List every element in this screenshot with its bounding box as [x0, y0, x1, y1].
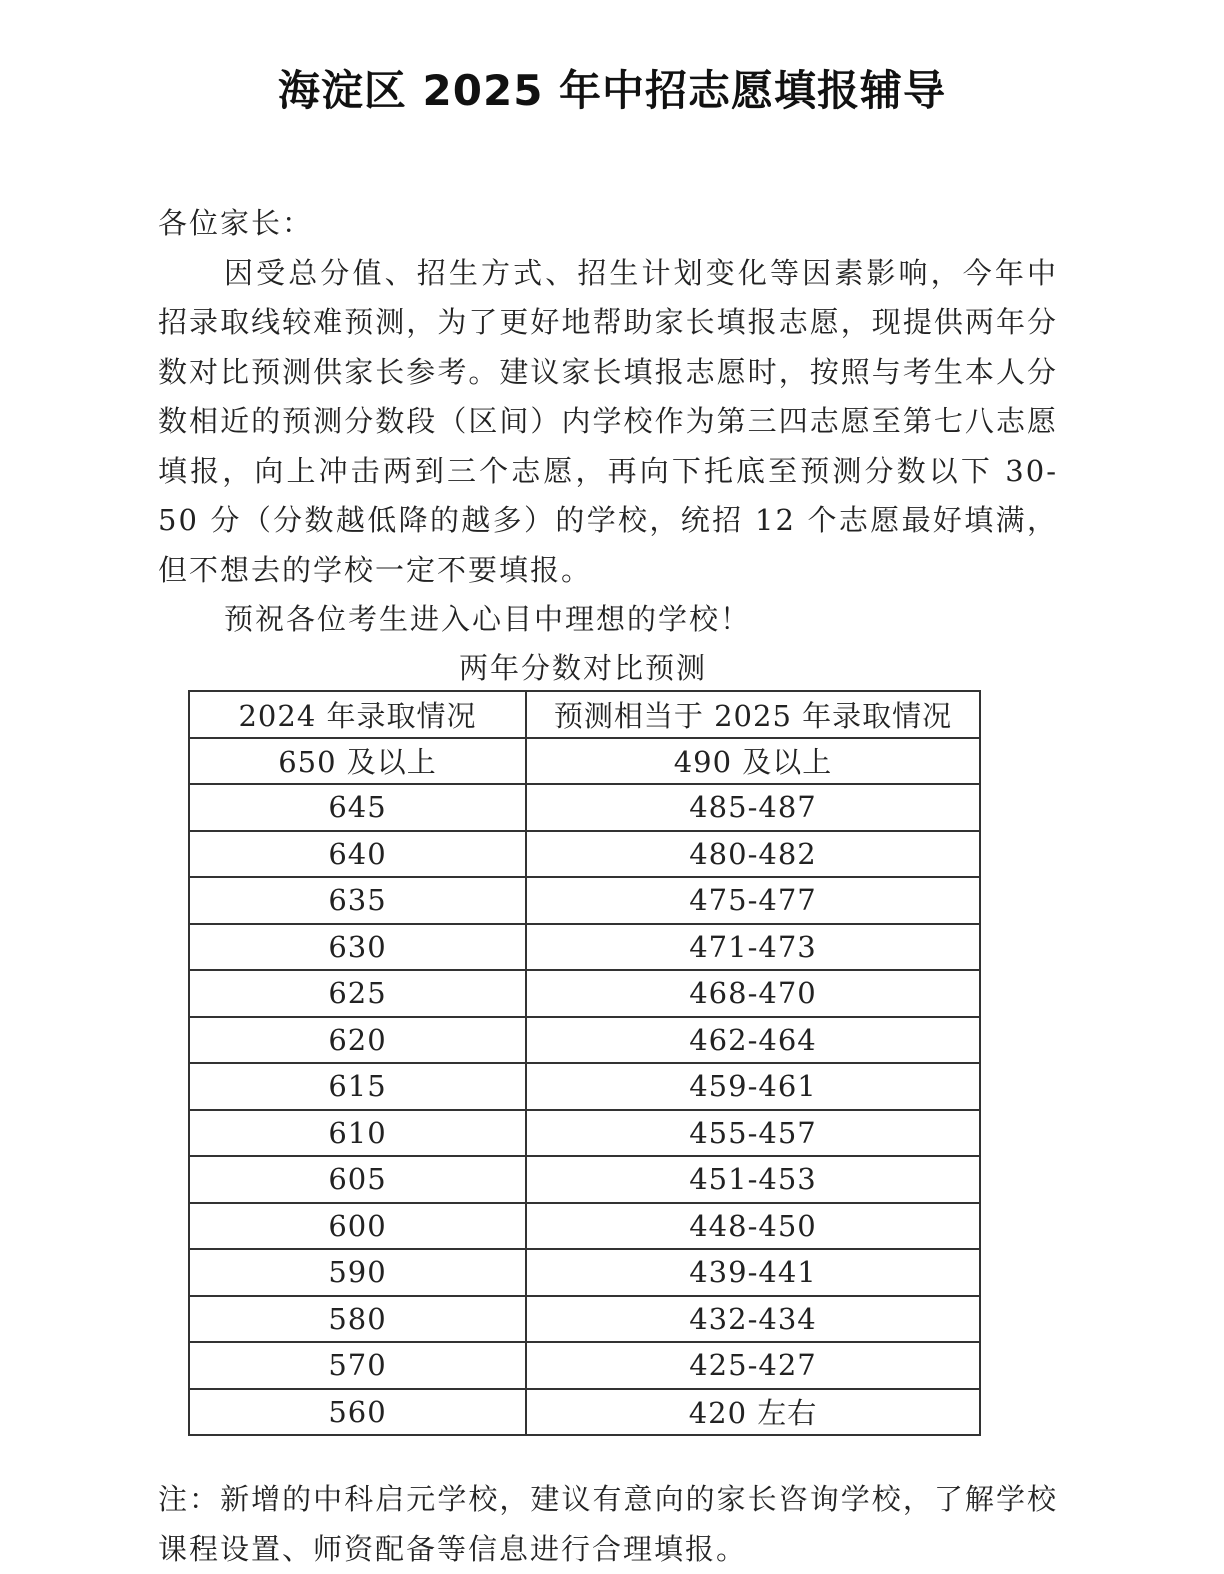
table-row [189, 1017, 980, 1064]
table-row [189, 924, 980, 971]
score-2024-cell: 635 [189, 877, 526, 924]
table-row [189, 1110, 980, 1157]
table-row [189, 970, 980, 1017]
header-2025-prediction: 预测相当于 2025 年录取情况 [526, 691, 980, 738]
score-2025-cell: 490 及以上 [526, 738, 980, 785]
table-header-row [189, 691, 980, 738]
table-row [189, 1203, 980, 1250]
score-2025-cell: 471-473 [526, 924, 980, 971]
score-2025-cell: 462-464 [526, 1017, 980, 1064]
score-2024-cell: 600 [189, 1203, 526, 1250]
score-2025-cell: 420 左右 [526, 1389, 980, 1436]
table-caption: 两年分数对比预测 [458, 651, 707, 685]
document-title: 海淀区 2025 年中招志愿填报辅导 [277, 66, 947, 115]
score-2024-cell: 620 [189, 1017, 526, 1064]
table-row [189, 1156, 980, 1203]
score-2024-cell: 610 [189, 1110, 526, 1157]
score-comparison-table [188, 690, 981, 1436]
main-paragraph: 因受总分值、招生方式、招生计划变化等因素影响，今年中招录取线较难预测，为了更好地帮助家长填报志愿，现提供两年分数对比预测供家长参考。建议家长填报志愿时，按照与考生本人分数相近的预测分数段（区间）内学校作为第三四志愿至第七八志愿填报，向上冲击两到三个志愿，再向下托底至预测分数以下 30-50 分（分数越低降的越多）的学校，统招 12 个志愿最好填满，但不想去的学校一定不要填报。 [158, 255, 1058, 587]
table-row [189, 784, 980, 831]
table-row [189, 738, 980, 785]
score-2025-cell: 432-434 [526, 1296, 980, 1343]
score-2025-cell: 480-482 [526, 831, 980, 878]
score-2024-cell: 590 [189, 1249, 526, 1296]
score-2024-cell: 650 及以上 [189, 738, 526, 785]
table-row [189, 1063, 980, 1110]
score-2024-cell: 580 [189, 1296, 526, 1343]
greeting: 各位家长： [158, 206, 314, 240]
score-2024-cell: 645 [189, 784, 526, 831]
letter-body [158, 199, 1058, 645]
score-2025-cell: 448-450 [526, 1203, 980, 1250]
header-2024: 2024 年录取情况 [189, 691, 526, 738]
wish-paragraph: 预祝各位考生进入心目中理想的学校！ [224, 602, 752, 636]
score-2025-cell: 425-427 [526, 1342, 980, 1389]
table-row [189, 1389, 980, 1436]
score-2024-cell: 630 [189, 924, 526, 971]
footnote-text: 注：新增的中科启元学校，建议有意向的家长咨询学校，了解学校课程设置、师资配备等信息进行合理填报。 [158, 1482, 1058, 1566]
score-2025-cell: 485-487 [526, 784, 980, 831]
score-2025-cell: 459-461 [526, 1063, 980, 1110]
score-2024-cell: 605 [189, 1156, 526, 1203]
score-2025-cell: 451-453 [526, 1156, 980, 1203]
score-2025-cell: 475-477 [526, 877, 980, 924]
table-row [189, 1296, 980, 1343]
score-2025-cell: 439-441 [526, 1249, 980, 1296]
score-2024-cell: 640 [189, 831, 526, 878]
score-2025-cell: 455-457 [526, 1110, 980, 1157]
score-2024-cell: 560 [189, 1389, 526, 1436]
score-2025-cell: 468-470 [526, 970, 980, 1017]
footnote [158, 1474, 1058, 1574]
table-row [189, 831, 980, 878]
score-2024-cell: 615 [189, 1063, 526, 1110]
table-row [189, 1342, 980, 1389]
score-2024-cell: 570 [189, 1342, 526, 1389]
score-2024-cell: 625 [189, 970, 526, 1017]
table-row [189, 1249, 980, 1296]
table-row [189, 877, 980, 924]
